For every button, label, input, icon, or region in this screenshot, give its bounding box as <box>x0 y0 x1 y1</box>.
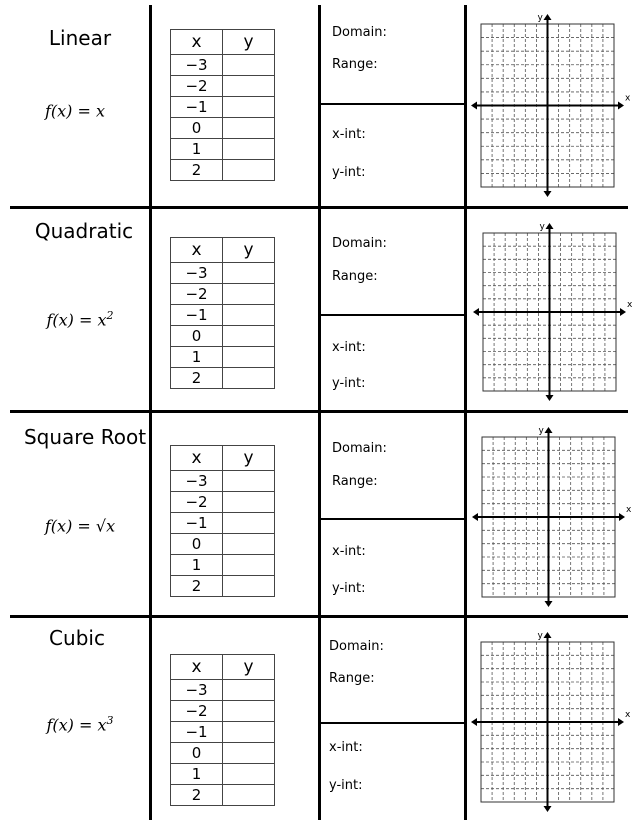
x-cell: 2 <box>171 368 223 389</box>
x-cell: 2 <box>171 785 223 806</box>
coordinate-grid[interactable] <box>475 221 631 405</box>
x-axis-label: x <box>625 93 631 104</box>
x-int-label: x-int: <box>332 127 366 142</box>
x-cell: −1 <box>171 97 223 118</box>
arrow-down-icon <box>546 395 554 401</box>
x-int-label: x-int: <box>332 340 366 355</box>
y-cell[interactable] <box>223 680 275 701</box>
x-cell: −2 <box>171 284 223 305</box>
y-cell[interactable] <box>223 701 275 722</box>
y-cell[interactable] <box>223 76 275 97</box>
y-int-label: y-int: <box>332 581 366 596</box>
section-separator <box>320 518 466 520</box>
y-cell[interactable] <box>223 513 275 534</box>
x-cell: 0 <box>171 534 223 555</box>
y-cell[interactable] <box>223 118 275 139</box>
y-cell[interactable] <box>223 534 275 555</box>
y-cell[interactable] <box>223 764 275 785</box>
range-label: Range: <box>332 269 378 284</box>
function-name: Linear <box>48 26 112 50</box>
y-cell[interactable] <box>223 55 275 76</box>
col-y-header: y <box>223 446 275 471</box>
x-axis-label: x <box>625 710 631 720</box>
y-cell[interactable] <box>223 368 275 389</box>
function-formula <box>5 309 155 329</box>
x-axis-label: x <box>627 300 633 310</box>
y-cell[interactable] <box>223 492 275 513</box>
arrow-up-icon <box>545 427 553 433</box>
xy-table <box>170 237 275 389</box>
formula-text: f(x) = x <box>46 715 107 735</box>
domain-label: Domain: <box>332 25 387 40</box>
y-cell[interactable] <box>223 743 275 764</box>
x-cell: 0 <box>171 118 223 139</box>
y-cell[interactable] <box>223 555 275 576</box>
arrow-down-icon <box>545 601 553 607</box>
col-x-header: x <box>171 238 223 263</box>
y-cell[interactable] <box>223 785 275 806</box>
col-y-header: y <box>223 30 275 55</box>
y-cell[interactable] <box>223 284 275 305</box>
domain-label: Domain: <box>329 639 384 654</box>
x-cell: −3 <box>171 263 223 284</box>
x-cell: 0 <box>171 326 223 347</box>
x-cell: −2 <box>171 492 223 513</box>
formula-text: f(x) = x <box>44 101 106 121</box>
y-axis-label: y <box>537 13 543 23</box>
function-formula <box>0 100 150 120</box>
arrow-left-icon <box>473 308 479 316</box>
y-axis-label: y <box>538 426 544 436</box>
y-cell[interactable] <box>223 263 275 284</box>
x-int-label: x-int: <box>332 544 366 559</box>
function-name: Square Root <box>23 425 147 449</box>
y-cell[interactable] <box>223 326 275 347</box>
x-cell: 1 <box>171 139 223 160</box>
x-cell: −1 <box>171 722 223 743</box>
x-cell: 2 <box>171 576 223 597</box>
y-axis-label: y <box>537 631 543 641</box>
y-cell[interactable] <box>223 576 275 597</box>
arrow-left-icon <box>471 718 477 726</box>
col-x-header: x <box>171 655 223 680</box>
formula-text: f(x) = x <box>46 310 107 330</box>
function-row-linear <box>0 0 638 206</box>
arrow-up-icon <box>544 632 552 638</box>
x-cell: 2 <box>171 160 223 181</box>
arrow-right-icon <box>618 718 624 726</box>
arrow-left-icon <box>472 513 478 521</box>
y-int-label: y-int: <box>329 778 363 793</box>
arrow-down-icon <box>544 806 552 812</box>
x-cell: 0 <box>171 743 223 764</box>
x-cell: −3 <box>171 680 223 701</box>
x-cell: −1 <box>171 513 223 534</box>
domain-label: Domain: <box>332 236 387 251</box>
range-label: Range: <box>329 671 375 686</box>
x-cell: −3 <box>171 55 223 76</box>
section-separator <box>320 103 466 105</box>
col-x-header: x <box>171 446 223 471</box>
x-cell: 1 <box>171 555 223 576</box>
arrow-down-icon <box>544 191 552 197</box>
function-formula <box>5 515 155 535</box>
arrow-up-icon <box>544 14 552 20</box>
domain-label: Domain: <box>332 441 387 456</box>
arrow-right-icon <box>620 308 626 316</box>
formula-text: f(x) = √x <box>44 516 116 536</box>
x-int-label: x-int: <box>329 740 363 755</box>
y-cell[interactable] <box>223 471 275 492</box>
y-cell[interactable] <box>223 347 275 368</box>
coordinate-grid[interactable] <box>474 425 630 609</box>
col-y-header: y <box>223 238 275 263</box>
y-int-label: y-int: <box>332 376 366 391</box>
arrow-up-icon <box>546 223 554 229</box>
arrow-left-icon <box>471 102 477 110</box>
col-y-header: y <box>223 655 275 680</box>
range-label: Range: <box>332 474 378 489</box>
function-row-quadratic <box>0 209 638 410</box>
section-separator <box>320 722 466 724</box>
xy-table <box>170 654 275 806</box>
y-cell[interactable] <box>223 97 275 118</box>
coordinate-grid[interactable] <box>473 628 629 814</box>
formula-exponent: 2 <box>106 309 114 322</box>
y-cell[interactable] <box>223 305 275 326</box>
y-cell[interactable] <box>223 722 275 743</box>
function-row-square-root <box>0 413 638 615</box>
col-x-header: x <box>171 30 223 55</box>
section-separator <box>320 314 466 316</box>
function-row-cubic <box>0 618 638 823</box>
arrow-right-icon <box>619 513 625 521</box>
y-axis-label: y <box>539 222 545 232</box>
x-axis-label: x <box>626 505 632 515</box>
function-formula <box>5 714 155 734</box>
y-int-label: y-int: <box>332 165 366 180</box>
x-cell: −2 <box>171 701 223 722</box>
x-cell: −1 <box>171 305 223 326</box>
formula-exponent: 3 <box>106 714 114 727</box>
coordinate-grid[interactable] <box>473 12 629 196</box>
y-cell[interactable] <box>223 160 275 181</box>
y-cell[interactable] <box>223 139 275 160</box>
function-name: Quadratic <box>34 219 134 243</box>
x-cell: 1 <box>171 347 223 368</box>
range-label: Range: <box>332 57 378 72</box>
xy-table <box>170 29 275 181</box>
function-name: Cubic <box>49 626 105 650</box>
x-cell: 1 <box>171 764 223 785</box>
x-cell: −2 <box>171 76 223 97</box>
xy-table <box>170 445 275 597</box>
arrow-right-icon <box>618 102 624 110</box>
x-cell: −3 <box>171 471 223 492</box>
